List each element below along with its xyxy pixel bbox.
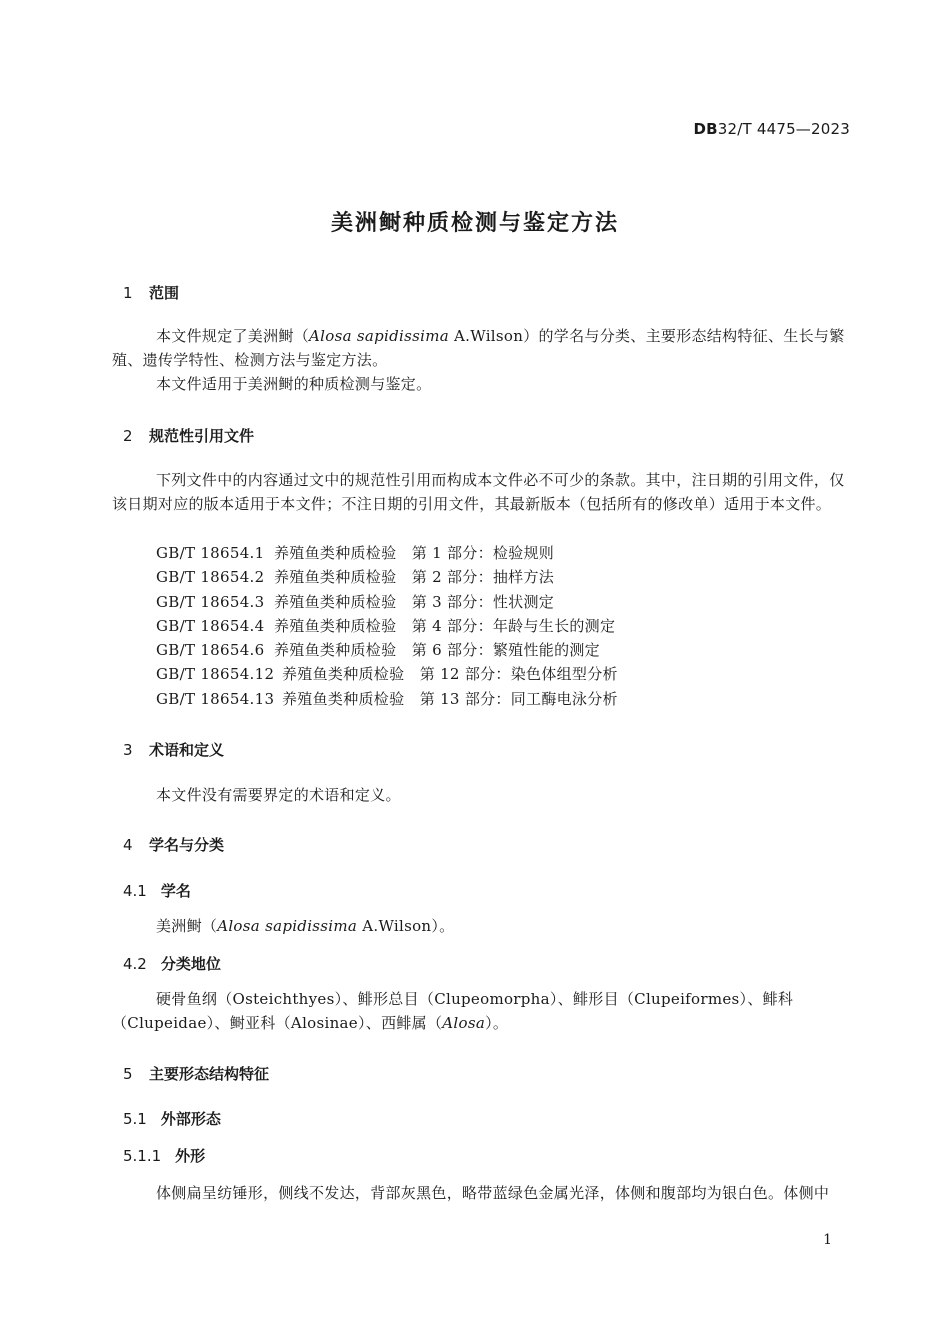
reference-code: GB/T 18654.3 (156, 593, 265, 611)
reference-item (156, 591, 554, 612)
section-4-2-heading (123, 953, 221, 974)
scientific-name: Alosa sapidissima (217, 917, 358, 935)
reference-item (156, 566, 554, 587)
reference-item (156, 542, 554, 563)
reference-code: GB/T 18654.4 (156, 617, 265, 635)
text: A.Wilson）。 (357, 917, 455, 935)
section-title: 学名与分类 (149, 836, 225, 854)
reference-name: 养殖鱼类种质检验 第 12 部分：染色体组型分析 (282, 665, 618, 683)
reference-name: 养殖鱼类种质检验 第 6 部分：繁殖性能的测定 (274, 641, 600, 659)
section-title: 外部形态 (160, 1110, 221, 1128)
reference-code: GB/T 18654.1 (156, 544, 265, 562)
section-number: 4.2 (123, 955, 147, 973)
reference-item (156, 639, 600, 660)
section-2-paragraph-1: 下列文件中的内容通过文中的规范性引用而构成本文件必不可少的条款。其中，注日期的引用文件，仅该日期对应的版本适用于本文件；不注日期的引用文件，其最新版本（包括所有的修改单）适用于本文件。 (112, 471, 845, 513)
section-number: 4 (123, 836, 133, 854)
reference-code: GB/T 18654.13 (156, 690, 275, 708)
section-1-paragraph-2: 本文件适用于美洲鲥的种质检测与鉴定。 (156, 375, 432, 393)
scientific-name: Alosa sapidissima (309, 327, 449, 345)
text: 本文件规定了美洲鲥（ (156, 327, 310, 345)
section-number: 5.1 (123, 1110, 147, 1128)
section-number: 1 (123, 284, 133, 302)
section-title: 分类地位 (160, 955, 221, 973)
section-4-2-paragraph (112, 987, 850, 1035)
page-number: 1 (823, 1232, 832, 1248)
section-title: 规范性引用文件 (149, 427, 255, 445)
section-number: 5.1.1 (123, 1147, 162, 1165)
section-title: 学名 (160, 882, 191, 900)
section-number: 4.1 (123, 882, 147, 900)
section-title: 外形 (175, 1147, 206, 1165)
text: 硬骨鱼纲（Osteichthyes）、鲱形总目（Clupeomorpha）、鲱形目（Clupeiformes）、鲱科（Clupeidae）、鲥亚科（Alosinae）、西鲱属（ (112, 990, 794, 1032)
section-1-heading (123, 282, 179, 303)
reference-item (156, 663, 618, 684)
section-5-1-1-paragraph: 体侧扁呈纺锤形，侧线不发达，背部灰黑色，略带蓝绿色金属光泽，体侧和腹部均为银白色。体侧中 (156, 1184, 830, 1202)
standard-code (693, 120, 850, 138)
document-title: 美洲鲥种质检测与鉴定方法 (330, 211, 619, 236)
standard-code-rest: 32/T 4475—2023 (717, 120, 850, 138)
text: A.Wilson）的学名与分类、主要形态结构特征、生长与繁殖、遗传学特性、检测方法与鉴定方法。 (112, 327, 845, 369)
reference-code: GB/T 18654.2 (156, 568, 265, 586)
reference-code: GB/T 18654.6 (156, 641, 265, 659)
section-5-1-heading (123, 1108, 221, 1129)
section-5-1-1-heading (123, 1145, 205, 1166)
section-4-heading (123, 834, 224, 855)
section-title: 范围 (149, 284, 180, 302)
section-1-paragraph-1 (112, 324, 850, 372)
reference-name: 养殖鱼类种质检验 第 13 部分：同工酶电泳分析 (282, 690, 618, 708)
section-3-paragraph-1: 本文件没有需要界定的术语和定义。 (156, 786, 401, 804)
reference-item (156, 688, 618, 709)
standard-code-prefix: DB (693, 120, 718, 138)
section-number: 2 (123, 427, 133, 445)
scientific-name: Alosa (442, 1014, 486, 1032)
section-3-heading (123, 739, 224, 760)
section-5-heading (123, 1063, 269, 1084)
section-title: 术语和定义 (149, 741, 225, 759)
reference-item (156, 615, 615, 636)
section-title: 主要形态结构特征 (149, 1065, 270, 1083)
reference-name: 养殖鱼类种质检验 第 2 部分：抽样方法 (274, 568, 555, 586)
section-number: 3 (123, 741, 133, 759)
section-4-1-heading (123, 880, 191, 901)
reference-name: 养殖鱼类种质检验 第 3 部分：性状测定 (274, 593, 555, 611)
reference-code: GB/T 18654.12 (156, 665, 275, 683)
text: 美洲鲥（ (156, 917, 218, 935)
section-2-heading (123, 425, 254, 446)
text: ）。 (485, 1014, 509, 1032)
section-number: 5 (123, 1065, 133, 1083)
section-4-1-paragraph (112, 914, 850, 938)
reference-name: 养殖鱼类种质检验 第 1 部分：检验规则 (274, 544, 555, 562)
reference-name: 养殖鱼类种质检验 第 4 部分：年龄与生长的测定 (274, 617, 616, 635)
